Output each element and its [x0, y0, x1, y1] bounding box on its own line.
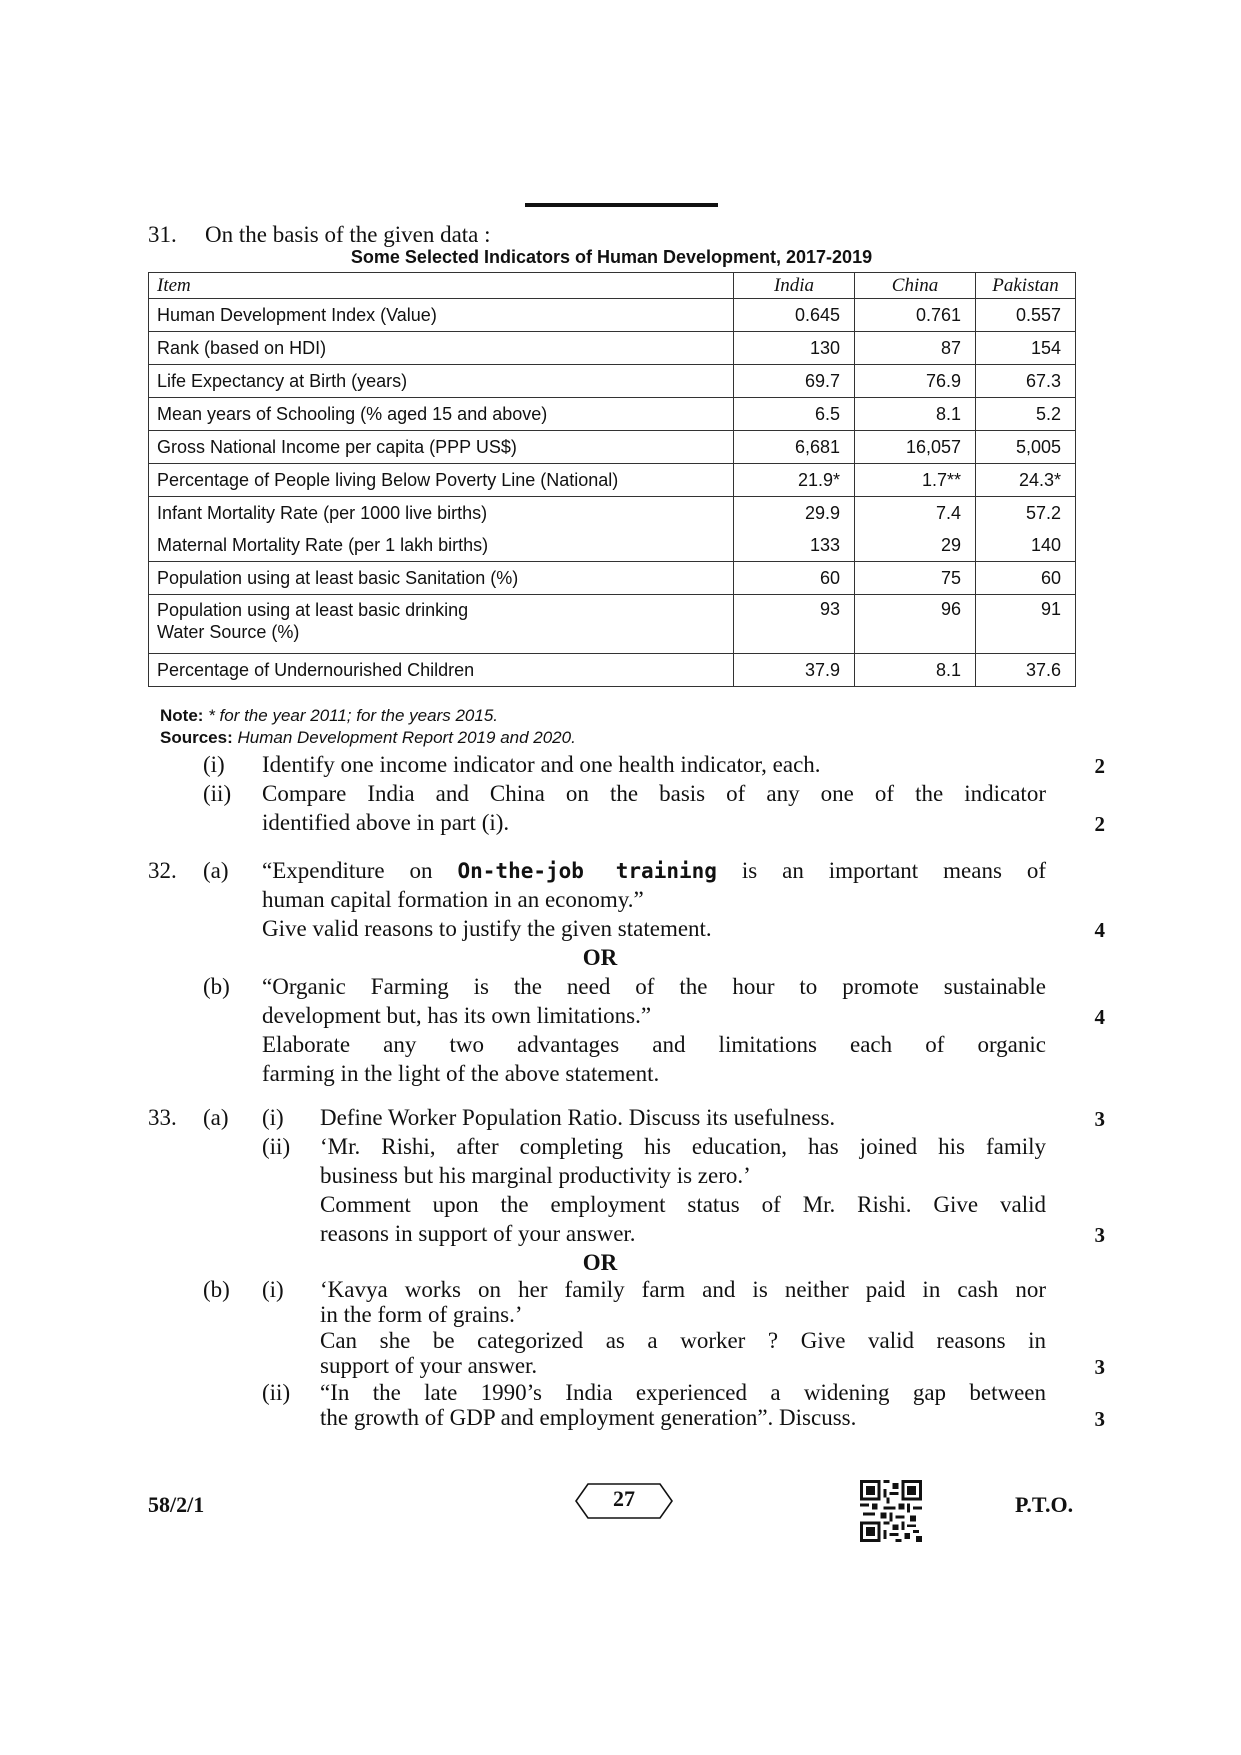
table-row: [149, 497, 1076, 562]
table-row: [149, 398, 1076, 431]
or-separator: OR: [582, 1250, 618, 1275]
cell-india: 6.5: [734, 398, 855, 431]
option-label: (a): [203, 1105, 229, 1130]
cell-pakistan: 60: [976, 562, 1076, 595]
cell-pakistan: 154: [976, 332, 1076, 365]
subpart-text: business but his marginal productivity is zero.’: [320, 1163, 751, 1188]
cell-india: 21.9*: [734, 464, 855, 497]
subpart-text: Comment upon the employment status of Mr. Rishi. Give valid: [320, 1192, 1046, 1217]
marks: 4: [1094, 918, 1105, 942]
note-label: Note:: [160, 706, 204, 725]
subpart-text: Define Worker Population Ratio. Discuss its usefulness.: [320, 1105, 836, 1130]
sources-label: Sources:: [160, 728, 233, 747]
subpart-text: support of your answer.: [320, 1353, 538, 1378]
option-text: farming in the light of the above statement.: [262, 1061, 660, 1086]
row-item: Rank (based on HDI): [149, 332, 734, 365]
header-china: China: [855, 273, 976, 299]
option-text: Elaborate any two advantages and limitations each of organic: [262, 1032, 1046, 1057]
table-row: [149, 299, 1076, 332]
option-text: human capital formation in an economy.”: [262, 887, 644, 912]
sources-text: Human Development Report 2019 and 2020.: [237, 728, 576, 747]
part-text: Compare India and China on the basis of any one of the indicator: [262, 781, 1046, 806]
subpart-label: (i): [262, 1105, 284, 1130]
table-row: [149, 431, 1076, 464]
indicators-table: [148, 272, 1076, 687]
table-row: [149, 595, 1076, 654]
header-item: Item: [149, 273, 734, 299]
row-item: Percentage of People living Below Poverty Line (National): [149, 464, 734, 497]
option-text: Give valid reasons to justify the given statement.: [262, 916, 712, 941]
option-text: development but, has its own limitations.”: [262, 1003, 652, 1028]
cell-india: 29.9: [804, 503, 840, 523]
top-divider: [525, 203, 718, 207]
subpart-text: in the form of grains.’: [320, 1302, 523, 1327]
cell-china: 96: [855, 595, 976, 654]
cell-china: 7.4: [935, 503, 961, 523]
subpart-label: (ii): [262, 1380, 291, 1405]
marks: 2: [1094, 812, 1105, 836]
row-item: Human Development Index (Value): [149, 299, 734, 332]
subpart-label: (i): [262, 1277, 284, 1302]
subpart-text: Can she be categorized as a worker ? Give valid reasons in: [320, 1328, 1046, 1353]
question-33-number: 33.: [148, 1105, 177, 1130]
quote-text: “Expenditure on: [262, 858, 458, 883]
marks: 3: [1094, 1223, 1105, 1247]
option-label: (a): [203, 858, 229, 883]
cell-india-mortality: [734, 497, 855, 562]
part-text: Identify one income indicator and one health indicator, each.: [262, 752, 821, 777]
cell-india: 130: [734, 332, 855, 365]
cell-china: 29: [940, 535, 961, 555]
cell-pakistan: 37.6: [976, 654, 1076, 687]
table-row: [149, 332, 1076, 365]
row-item: Infant Mortality Rate (per 1000 live births): [157, 503, 488, 523]
note-text: * for the year 2011; for the years 2015.: [208, 706, 498, 725]
marks: 3: [1094, 1407, 1105, 1431]
marks: 4: [1094, 1005, 1105, 1029]
cell-pakistan: 5,005: [976, 431, 1076, 464]
cell-china: 76.9: [855, 365, 976, 398]
header-india: India: [734, 273, 855, 299]
header-pakistan: Pakistan: [976, 273, 1076, 299]
table-row: [149, 654, 1076, 687]
or-separator: OR: [582, 945, 618, 970]
cell-india: 69.7: [734, 365, 855, 398]
cell-pakistan: 57.2: [1025, 503, 1061, 523]
row-item: Population using at least basic Sanitation (%): [149, 562, 734, 595]
cell-india: 6,681: [734, 431, 855, 464]
row-item-water: [149, 595, 734, 654]
marks: 3: [1094, 1107, 1105, 1131]
row-item: Water Source (%): [157, 622, 300, 642]
question-32-number: 32.: [148, 858, 177, 883]
cell-india: 93: [734, 595, 855, 654]
part-text: identified above in part (i).: [262, 810, 510, 835]
cell-india: 0.645: [734, 299, 855, 332]
cell-china: 16,057: [855, 431, 976, 464]
cell-pakistan: 67.3: [976, 365, 1076, 398]
cell-pakistan: 140: [1030, 535, 1061, 555]
cell-india: 60: [734, 562, 855, 595]
row-item: Life Expectancy at Birth (years): [149, 365, 734, 398]
row-item: Mean years of Schooling (% aged 15 and above): [149, 398, 734, 431]
subpart-text: reasons in support of your answer.: [320, 1221, 636, 1246]
please-turn-over: P.T.O.: [1015, 1492, 1074, 1517]
row-item-mortality: [149, 497, 734, 562]
paper-code: 58/2/1: [148, 1492, 205, 1517]
table-row: [149, 562, 1076, 595]
table-row: [149, 365, 1076, 398]
cell-china: 0.761: [855, 299, 976, 332]
cell-china: 75: [855, 562, 976, 595]
cell-pakistan: 24.3*: [976, 464, 1076, 497]
option-text: “Organic Farming is the need of the hour to promote sustainable: [262, 974, 1046, 999]
option-label: (b): [203, 974, 230, 999]
row-item: Population using at least basic drinking: [157, 600, 469, 620]
cell-china-mortality: [855, 497, 976, 562]
cell-pakistan: 91: [976, 595, 1076, 654]
table-note: [160, 706, 498, 726]
cell-china: 1.7**: [855, 464, 976, 497]
option-text: [262, 858, 1046, 884]
subpart-text: ‘Mr. Rishi, after completing his education, has joined his family: [320, 1134, 1046, 1159]
page-number: 27: [613, 1486, 635, 1511]
bold-term: On-the-job training: [457, 859, 717, 883]
question-31-stem: On the basis of the given data :: [205, 222, 491, 247]
subpart-text: ‘Kavya works on her family farm and is neither paid in cash nor: [320, 1277, 1046, 1302]
cell-pakistan: 5.2: [976, 398, 1076, 431]
row-item: Maternal Mortality Rate (per 1 lakh births): [157, 535, 489, 555]
cell-india: 37.9: [734, 654, 855, 687]
cell-china: 87: [855, 332, 976, 365]
marks: 3: [1094, 1355, 1105, 1379]
table-sources: [160, 728, 576, 748]
quote-text: is an important means of: [716, 858, 1046, 883]
table-header-row: [149, 273, 1076, 299]
cell-india: 133: [809, 535, 840, 555]
part-label: (i): [203, 752, 225, 777]
subpart-label: (ii): [262, 1134, 291, 1159]
table-title: Some Selected Indicators of Human Development, 2017-2019: [350, 247, 873, 267]
qr-code-icon: [860, 1480, 922, 1542]
part-label: (ii): [203, 781, 232, 806]
marks: 2: [1094, 754, 1105, 778]
subpart-text: “In the late 1990’s India experienced a widening gap between: [320, 1380, 1046, 1405]
cell-pakistan: 0.557: [976, 299, 1076, 332]
row-item: Gross National Income per capita (PPP US$): [149, 431, 734, 464]
cell-china: 8.1: [855, 654, 976, 687]
cell-pakistan-mortality: [976, 497, 1076, 562]
subpart-text: the growth of GDP and employment generation”. Discuss.: [320, 1405, 857, 1430]
cell-china: 8.1: [855, 398, 976, 431]
question-31-number: 31.: [148, 222, 177, 247]
option-label: (b): [203, 1277, 230, 1302]
table-row: [149, 464, 1076, 497]
row-item: Percentage of Undernourished Children: [149, 654, 734, 687]
